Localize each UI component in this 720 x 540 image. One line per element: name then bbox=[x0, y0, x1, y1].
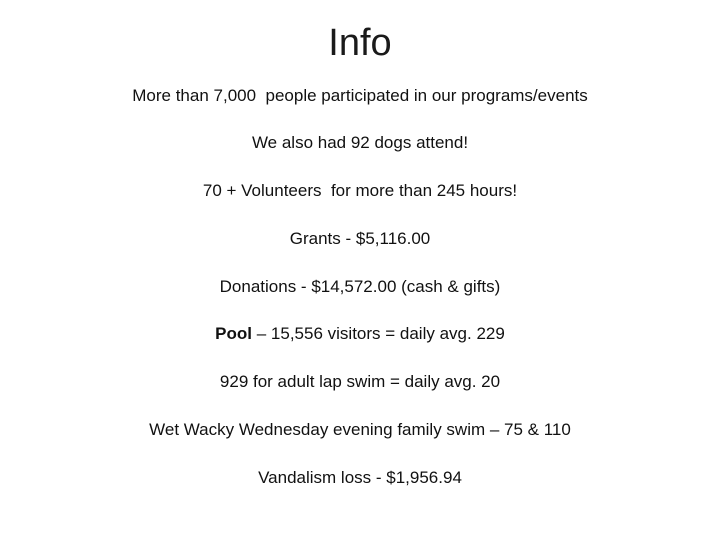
pool-stats: – 15,556 visitors = daily avg. 229 bbox=[252, 324, 505, 343]
volunteers-line: 70 + Volunteers for more than 245 hours! bbox=[202, 181, 518, 200]
vandalism-line: Vandalism loss - $1,956.94 bbox=[258, 468, 462, 487]
pool-line bbox=[0, 323, 720, 345]
participants-line: More than 7,000 people participated in our programs/events bbox=[132, 86, 588, 105]
dogs-line: We also had 92 dogs attend! bbox=[251, 133, 469, 152]
family-swim-line: Wet Wacky Wednesday evening family swim – 75 & 110 bbox=[149, 420, 571, 439]
donations-line: Donations - $14,572.00 (cash & gifts) bbox=[219, 277, 501, 296]
pool-label: Pool bbox=[215, 324, 253, 343]
lap-swim-line: 929 for adult lap swim = daily avg. 20 bbox=[219, 372, 501, 391]
slide-title: Info bbox=[328, 22, 392, 64]
grants-line: Grants - $5,116.00 bbox=[289, 229, 431, 248]
